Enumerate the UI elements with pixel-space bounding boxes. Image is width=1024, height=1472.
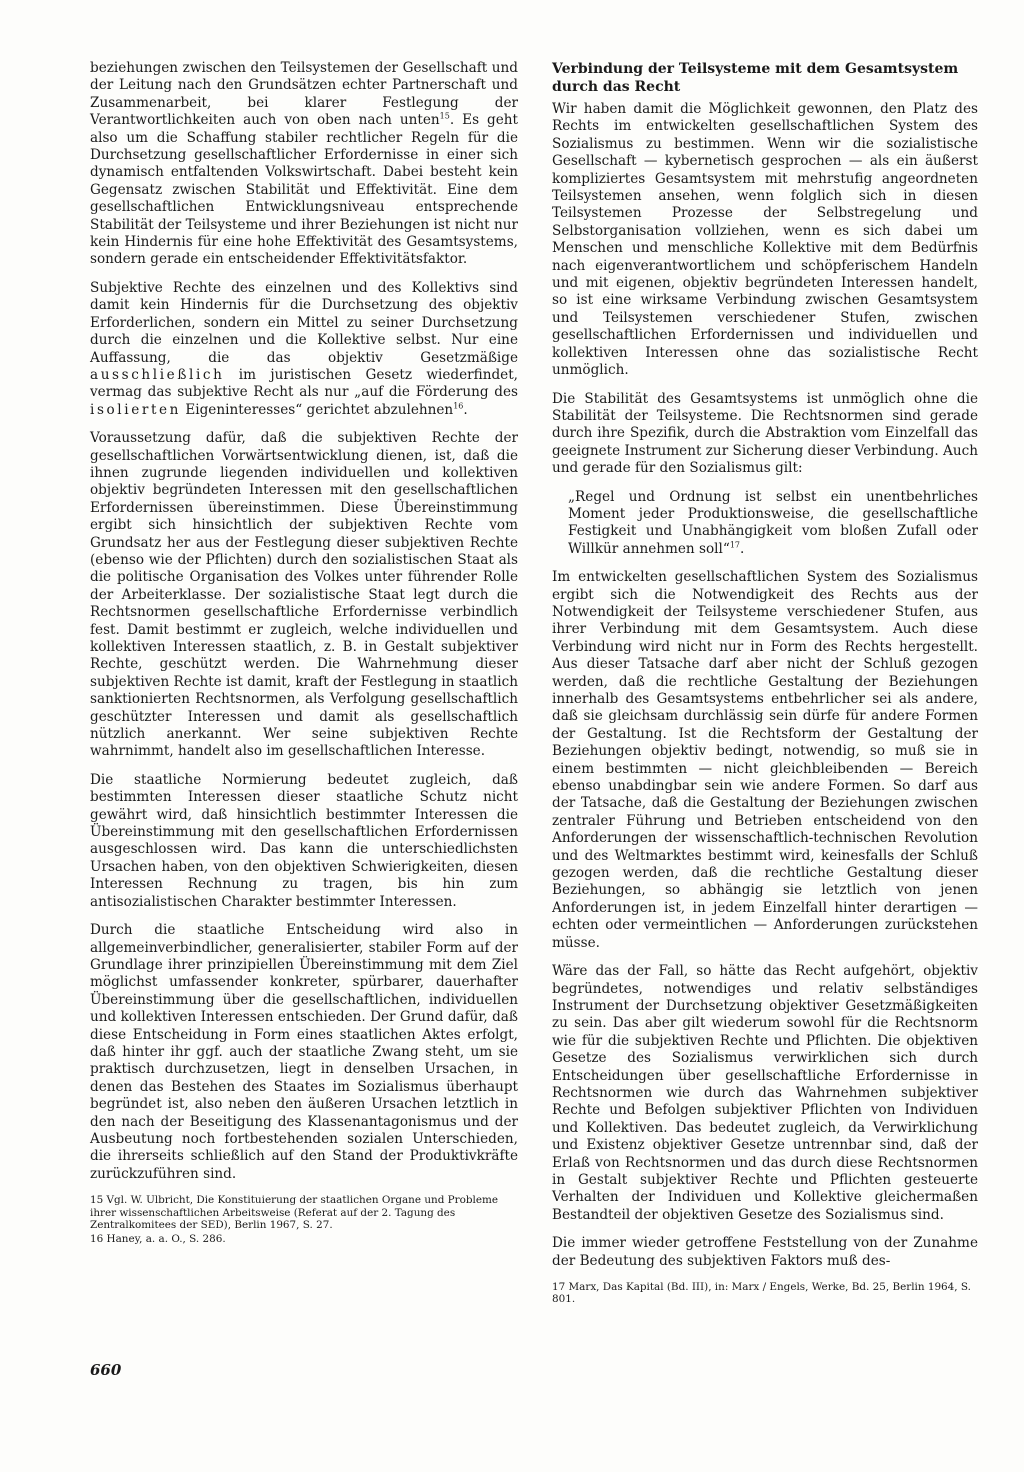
paragraph: Die Stabilität des Gesamtsystems ist unmöglich ohne die Stabilität der Teilsysteme. Die Rechtsnormen sind gerade durch ihre Spezifik, durch die Abstraktion vom Einzelfall das geeignete Instrument zur Sicherung dieser Verbindung. Auch und gerade für den Sozialismus gilt: <box>552 390 978 477</box>
footnote-reference[interactable]: 16 <box>453 401 464 411</box>
paragraph: Die immer wieder getroffene Feststellung von der Zunahme der Bedeutung des subjektiven Faktors muß des- <box>552 1235 978 1269</box>
emphasis-text: isolierten <box>90 401 182 418</box>
footnote-reference[interactable]: 17 <box>729 540 741 550</box>
footnote: 15 Vgl. W. Ulbricht, Die Konstituierung der staatlichen Organe und Probleme ihrer wissenschaftlichen Arbeitsweise (Referat auf der 2. Tagung des Zentralkomitees der SED), Berlin 1967, S. 27. <box>90 1194 499 1231</box>
footnote-reference[interactable]: 15 <box>439 111 450 121</box>
page-number: 660 <box>90 1361 122 1379</box>
paragraph: Voraussetzung dafür, daß die subjektiven Rechte der gesellschaftlichen Vorwärtsentwicklung dienen, ist, daß die ihnen zugrunde liegenden individuellen und kollektiven objektiv begründeten Interessen mit den gesellschaftlichen Erfordernissen übereinstimmen. Diese Übereinstimmung ergibt sich hinsichtlich der subjektiven Rechte vom Grundsatz her aus der Festlegung dieser subjektiven Rechte (ebenso wie der Pflichten) durch den sozialistischen Staat als die politische Organisation des Volkes unter führender Rolle der Arbeiterklasse. Der sozialistische Staat legt durch die Rechtsnormen gesellschaftliche Erfordernisse verbindlich fest. Damit bestimmt er zugleich, welche individuellen und kollektiven Interessen staatlich, z. B. in Gestalt subjektiver Rechte, geschützt werden. Die Wahrnehmung dieser subjektiven Rechte ist damit, kraft der Festlegung in staatlich sanktionierten Rechtsnormen, als Verfolgung gesellschaftlich geschützter Interessen und damit als gesellschaftlich nützlich anerkannt. Wer seine subjektiven Rechte wahrnimmt, handelt also im gesellschaftlichen Interesse. <box>90 430 518 760</box>
footnotes <box>90 1194 518 1246</box>
paragraph: Die staatliche Normierung bedeutet zugleich, daß bestimmten Interessen dieser staatliche Schutz nicht gewährt wird, daß hinsichtlich bestimmter Interessen die Übereinstimmung mit den gesellschaftlichen Erfordernissen ausgeschlossen wird. Das kann die unterschiedlichsten Ursachen haben, von den objektiven Schwierigkeiten, diesen Interessen Rechnung zu tragen, bis hin zum antisozialistischen Charakter bestimmter Interessen. <box>90 771 518 910</box>
paragraph: Subjektive Rechte des einzelnen und des Kollektivs sind damit kein Hindernis für die Durchsetzung des objektiv Erforderlichen, sondern ein Mittel zu seiner Durchsetzung durch die einzelnen und die Kollektive selbst. Nur eine Auffassung, die das objektiv Gesetzmäßige ausschließlich im juristischen Gesetz wiederfindet, vermag das subjektive Recht als nur „auf die Förderung des isolierten Eigeninteresses“ gerichtet abzulehnen$^{16}$. <box>90 279 518 418</box>
paragraph: beziehungen zwischen den Teilsystemen der Gesellschaft und der Leitung nach den Grundsätzen echter Partnerschaft und Zusammenarbeit, bei klarer Festlegung der Verantwortlichkeiten auch von oben nach unten$^{15}$. Es geht also um die Schaffung stabiler rechtlicher Regeln für die Durchsetzung gesellschaftlicher Erfordernisse in einer sich dynamisch entfaltenden Volkswirtschaft. Dabei besteht kein Gegensatz zwischen Stabilität und Effektivität. Eine dem gesellschaftlichen Entwicklungsniveau entsprechende Stabilität der Teilsysteme und ihrer Beziehungen ist nicht nur kein Hindernis für eine hohe Effektivität des Gesamtsystems, sondern gerade ein entscheidender Effektivitätsfaktor. <box>90 60 519 268</box>
paragraph: Wir haben damit die Möglichkeit gewonnen, den Platz des Rechts im entwickelten gesellschaftlichen System des Sozialismus zu bestimmen. Wenn wir die sozialistische Gesellschaft — kybernetisch gesprochen — als ein äußerst kompliziertes Gesamtsystem mit mehrstufig angeordneten Teilsystemen ansehen, wenn folglich sich in diesen Teilsystemen Prozesse der Selbstregelung und Selbstorganisation vollziehen, wenn es sich dabei um Menschen und menschliche Kollektive mit dem Bedürfnis nach eigenverantwortlichem und schöpferischem Handeln und mit eigenen, objektiv begründeten Interessen handelt, so ist eine wirksame Verbindung zwischen Gesamtsystem und Teilsystemen verschiedener Stufen, zwischen gesellschaftlichen Erfordernissen und individuellen und kollektiven Interessen ohne das sozialistische Recht unmöglich. <box>552 101 978 379</box>
footnote: 17 Marx, Das Kapital (Bd. III), in: Marx / Engels, Werke, Bd. 25, Berlin 1964, S. 801. <box>552 1281 971 1306</box>
right-column <box>552 60 978 1308</box>
paragraph: Wäre das der Fall, so hätte das Recht aufgehört, objektiv begründetes, notwendiges und relativ selbständiges Instrument der Durchsetzung objektiver Gesetzmäßigkeiten zu sein. Das aber gilt wiederum sowohl für die Rechtsnorm wie für die subjektiven Rechte und Pflichten. Die objektiven Gesetze des Sozialismus verwirklichen sich durch Entscheidungen über gesellschaftliche Erfordernisse in Rechtsnormen wie durch das Wahrnehmen subjektiver Rechte und Befolgen subjektiver Pflichten von Individuen und Kollektiven. Das bedeutet zugleich, da Verwirklichung und Existenz objektiver Gesetze untrennbar sind, daß der Erlaß von Rechtsnormen und das durch diese Rechtsnormen in Gestalt subjektiver Rechte und Pflichten gesteuerte Verhalten der Individuen und Kollektive gleichermaßen Bestandteil der objektiven Gesetze des Sozialismus sind. <box>552 963 978 1223</box>
block-quote: „Regel und Ordnung ist selbst ein unentbehrliches Moment jeder Produktionsweise, die gesellschaftliche Festigkeit und Unabhängigkeit vom bloßen Zufall oder Willkür annehmen soll“$^{17}$. <box>568 488 978 557</box>
paragraph: Im entwickelten gesellschaftlichen System des Sozialismus ergibt sich die Notwendigkeit des Rechts aus der Notwendigkeit der Teilsysteme verschiedener Stufen, aus ihrer Verbindung mit dem Gesamtsystem. Auch diese Verbindung wird nicht nur in Form des Rechts hergestellt. Aus dieser Tatsache darf aber nicht der Schluß gezogen werden, daß die rechtliche Gestaltung der Beziehungen innerhalb des Gesamtsystems entbehrlicher sei als andere, daß sie gleichsam durchlässig sein dürfe für andere Formen der Gestaltung. Ist die Rechtsform der Gestaltung der Beziehungen objektiv bedingt, notwendig, so muß sie in einem bestimmten — nicht gleichbleibenden — Bereich ebenso unabdingbar sein wie andere Formen. So darf aus der Tatsache, daß die Gestaltung der Beziehungen zwischen zentraler Führung und Betrieben entscheidend von den Anforderungen der wissenschaftlich-technischen Revolution und des Weltmarktes bestimmt wird, keinesfalls der Schluß gezogen werden, daß die rechtliche Gestaltung dieser Beziehungen, so abhängig sie letztlich von jenen Anforderungen ist, in jedem Einzelfall hinter derartigen — echten oder vermeintlichen — Anforderungen zurückstehen müsse. <box>552 569 978 951</box>
footnotes <box>552 1281 978 1306</box>
left-column <box>90 60 518 1248</box>
section-heading: Verbindung der Teilsysteme mit dem Gesamtsystem durch das Recht <box>552 61 959 95</box>
paragraph: Durch die staatliche Entscheidung wird also in allgemeinverbindlicher, generalisierter, stabiler Form auf der Grundlage ihrer prinzipiellen Übereinstimmung mit dem Ziel möglichst umfassender konkreter, spürbarer, dauerhafter Übereinstimmung über die gesellschaftlichen, individuellen und kollektiven Interessen entschieden. Der Grund dafür, daß diese Entscheidung in Form eines staatlichen Aktes erfolgt, daß hinter ihr ggf. auch der staatliche Zwang steht, um sie praktisch durchzusetzen, liegt in denselben Ursachen, in denen das Bestehen des Staates im Sozialismus überhaupt begründet ist, also neben den äußeren Ursachen letztlich in den nach der Beseitigung des Klassenantagonismus und der Ausbeutung noch fortbestehenden sozialen Unterschieden, die ihrerseits schließlich auf den Stand der Produktivkräfte zurückzuführen sind. <box>90 922 518 1182</box>
emphasis-text: ausschließlich <box>90 366 225 383</box>
footnote: 16 Haney, a. a. O., S. 286. <box>90 1233 226 1246</box>
